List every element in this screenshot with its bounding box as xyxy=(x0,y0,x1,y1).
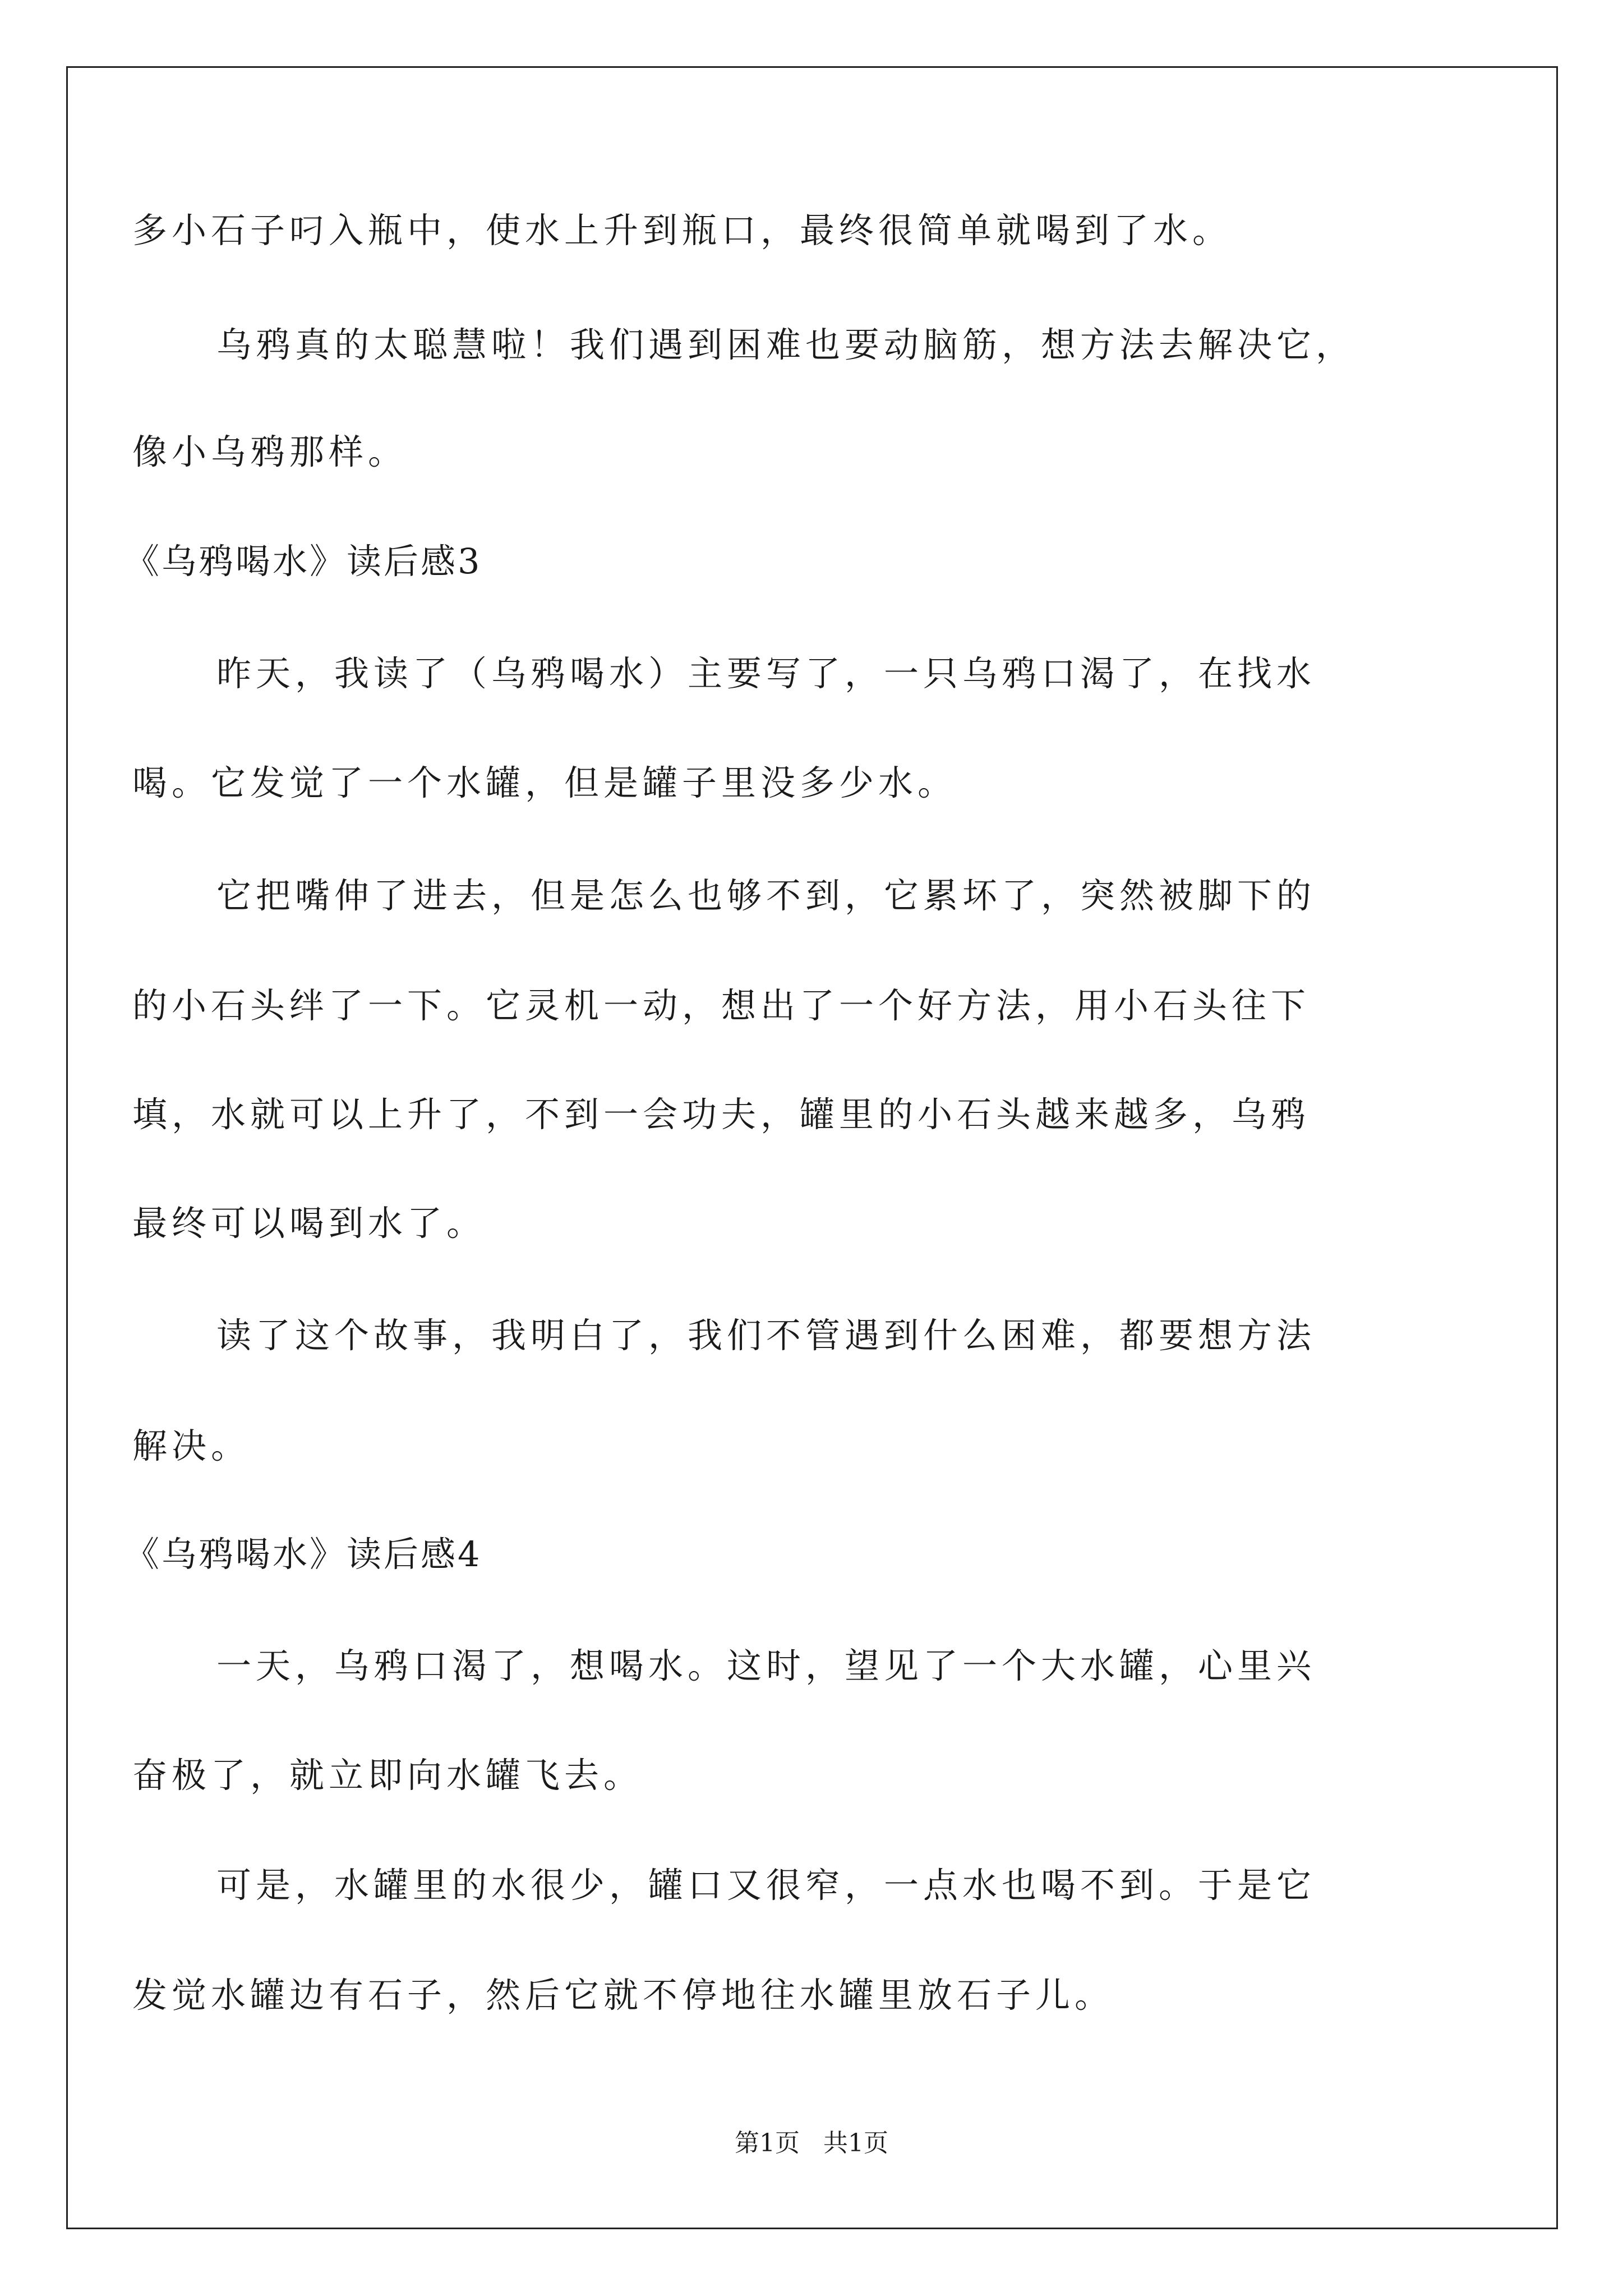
section-heading: 《乌鸦喝水》读后感3 xyxy=(125,541,482,582)
text-line: 像小乌鸦那样。 xyxy=(132,431,408,472)
text-line: 喝。它发觉了一个水罐，但是罐子里没多少水。 xyxy=(132,762,957,803)
page-footer: 第1页 共1页 xyxy=(735,2129,888,2157)
paragraph-line: 读了这个故事，我明白了，我们不管遇到什么困难，都要想方法 xyxy=(216,1315,1316,1356)
text-line: 奋极了，就立即向水罐飞去。 xyxy=(132,1755,643,1796)
text-line: 的小石头绊了一下。它灵机一动，想出了一个好方法，用小石头往下 xyxy=(132,985,1311,1026)
text-line: 多小石子叼入瓶中，使水上升到瓶口，最终很简单就喝到了水。 xyxy=(132,210,1232,251)
paragraph-line: 它把嘴伸了进去，但是怎么也够不到，它累坏了，突然被脚下的 xyxy=(216,875,1316,916)
text-line: 最终可以喝到水了。 xyxy=(132,1203,486,1244)
paragraph-line: 乌鸦真的太聪慧啦！我们遇到困难也要动脑筋，想方法去解决它， xyxy=(216,324,1355,365)
text-line: 解决。 xyxy=(132,1425,251,1466)
section-heading: 《乌鸦喝水》读后感4 xyxy=(125,1534,482,1575)
paragraph-line: 可是，水罐里的水很少，罐口又很窄，一点水也喝不到。于是它 xyxy=(216,1865,1316,1906)
paragraph-line: 昨天，我读了（乌鸦喝水）主要写了，一只乌鸦口渴了，在找水 xyxy=(216,653,1316,694)
text-line: 发觉水罐边有石子，然后它就不停地往水罐里放石子儿。 xyxy=(132,1975,1114,2016)
paragraph-line: 一天，乌鸦口渴了，想喝水。这时，望见了一个大水罐，心里兴 xyxy=(216,1645,1316,1686)
text-line: 填，水就可以上升了，不到一会功夫，罐里的小石头越来越多，乌鸦 xyxy=(132,1094,1311,1135)
